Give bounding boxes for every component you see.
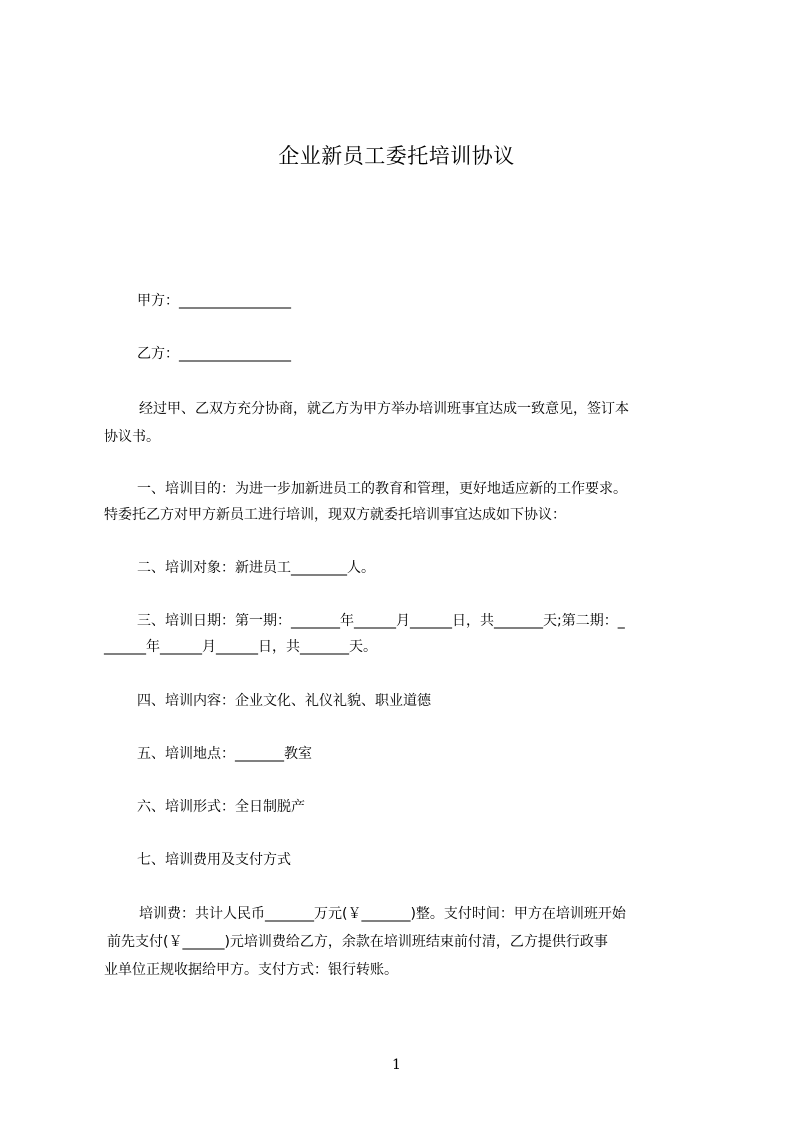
fees-heading: 七、培训费用及支付方式 (137, 852, 291, 868)
location-clause: 五、培训地点：_______教室 (137, 746, 312, 762)
purpose-clause-line-2: 特委托乙方对甲方新员工进行培训，现双方就委托培训事宜达成如下协议： (104, 507, 566, 523)
document-title: 企业新员工委托培训协议 (278, 144, 515, 168)
dates-clause-line-1: 三、培训日期：第一期：_______年______月______日，共_______天;第二期：_ (137, 613, 625, 629)
targets-clause: 二、培训对象：新进员工________人。 (137, 560, 375, 576)
intro-paragraph-line-2: 协议书。 (104, 429, 160, 445)
page-number: 1 (392, 1057, 401, 1073)
format-clause: 六、培训形式：全日制脱产 (137, 799, 305, 815)
fees-paragraph-line-2: 前先支付(￥______)元培训费给乙方，余款在培训班结束前付清，乙方提供行政事 (107, 934, 608, 950)
party-b-line: 乙方：________________ (137, 346, 291, 362)
dates-clause-line-2: ______年______月______日，共_______天。 (104, 639, 377, 655)
purpose-clause-line-1: 一、培训目的：为进一步加新进员工的教育和管理，更好地适应新的工作要求。 (137, 481, 627, 497)
party-a-line: 甲方：________________ (137, 293, 291, 309)
fees-paragraph-line-1: 培训费：共计人民币_______万元(￥_______)整。支付时间：甲方在培训班开始 (139, 906, 626, 922)
content-clause: 四、培训内容：企业文化、礼仪礼貌、职业道德 (137, 693, 431, 709)
fees-paragraph-line-3: 业单位正规收据给甲方。支付方式：银行转账。 (104, 962, 398, 978)
intro-paragraph-line-1: 经过甲、乙双方充分协商，就乙方为甲方举办培训班事宜达成一致意见，签订本 (139, 401, 629, 417)
